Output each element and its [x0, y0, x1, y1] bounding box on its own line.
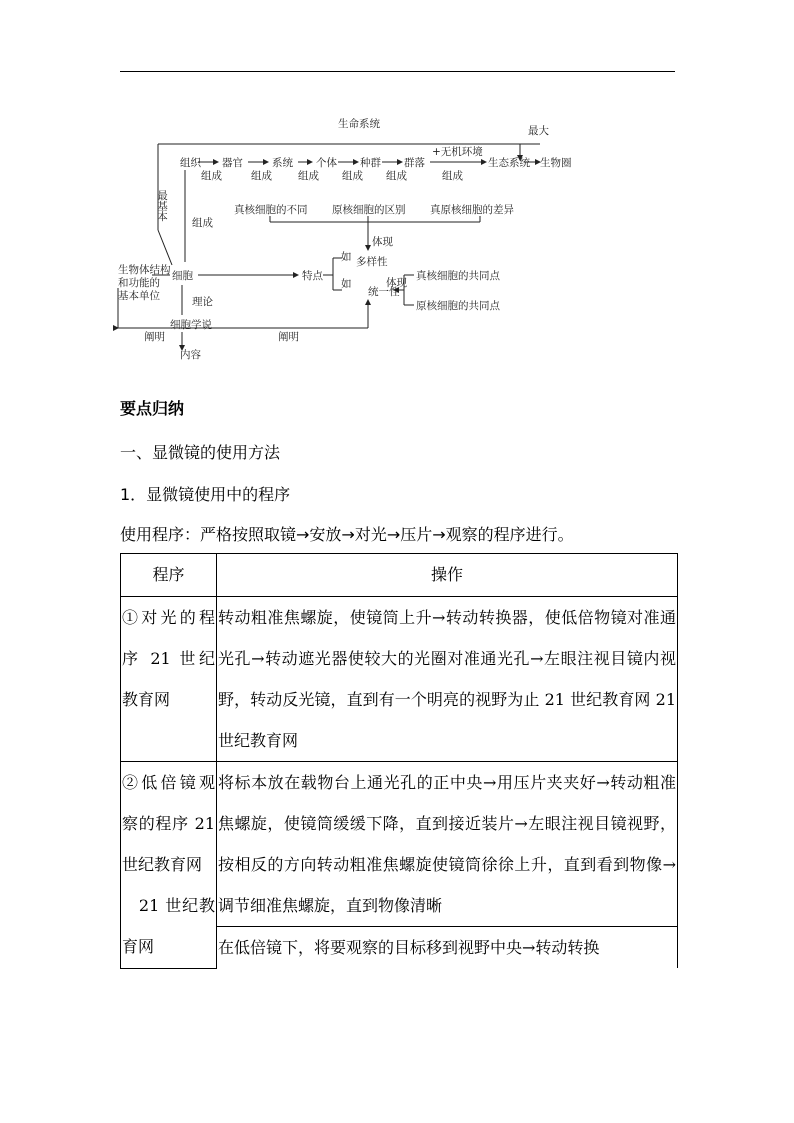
- compose-3: 组成: [298, 170, 319, 182]
- embody-label-2: 体现: [386, 277, 407, 289]
- diagram-top-label: 生命系统: [338, 118, 380, 130]
- table-header-row: [121, 554, 678, 597]
- common-1: 真核细胞的共同点: [416, 270, 500, 282]
- section-title: 要点归纳: [120, 399, 185, 418]
- explain-left: 阐明: [144, 331, 165, 343]
- chain-4: 种群: [360, 157, 381, 169]
- such-as-1: 如: [341, 251, 352, 263]
- procedure-table: [120, 553, 677, 969]
- compose-2: 组成: [251, 170, 272, 182]
- diversity-label: 多样性: [356, 256, 388, 268]
- compose-4: 组成: [342, 170, 363, 182]
- such-as-2: 如: [341, 278, 352, 290]
- chain-5: 群落: [404, 157, 425, 169]
- unit-label-2: 基本单位: [118, 290, 160, 302]
- operation-cell: 将标本放在载物台上通光孔的正中央→用压片夹夹好→转动粗准焦螺旋，使镜筒缓缓下降，直到接近装片→左眼注视目镜视野，按相反的方向转动粗准焦螺旋使镜筒徐徐上升，直到看到物像→调节细准焦螺旋，直到物像清晰: [217, 762, 678, 927]
- compose-6: 组成: [442, 170, 463, 182]
- step-cell: ①对光的程序 21 世纪教育网: [121, 597, 217, 762]
- compose-1: 组成: [201, 170, 222, 182]
- cell-label: 细胞: [172, 270, 193, 282]
- diff-label-1: 原核细胞的区别: [332, 204, 406, 216]
- compose-5: 组成: [386, 170, 407, 182]
- basic-label: 最基本: [156, 190, 168, 222]
- operation-cell: 转动粗准焦螺旋，使镜筒上升→转动转换器，使低倍物镜对准通光孔→转动遮光器使较大的光圈对准通光孔→左眼注视目镜内视野，转动反光镜，直到有一个明亮的视野为止 21 世纪教育网 21 世纪教育网: [217, 597, 678, 762]
- header-step: 程序: [121, 554, 217, 597]
- diagram-largest: 最大: [528, 125, 549, 137]
- chain-0: 组织: [180, 157, 201, 169]
- concept-diagram: [110, 110, 572, 365]
- explain-right: 阐明: [278, 331, 299, 343]
- diff-label-0: 真核细胞的不同: [234, 204, 308, 216]
- chain-3: 个体: [316, 157, 337, 169]
- unit-label-1: 和功能的: [118, 277, 160, 289]
- heading-1: 一、显微镜的使用方法: [120, 443, 281, 462]
- header-operation: 操作: [217, 554, 678, 597]
- intro-text: 使用程序：严格按照取镜→安放→对光→压片→观察的程序进行。: [120, 525, 574, 544]
- chain-6: 生态系统: [488, 157, 530, 169]
- step-text: ②低倍镜观察的程序 21 世纪教育网: [122, 773, 215, 874]
- abiotic-label: +无机环境: [432, 146, 483, 158]
- heading-2: 1．显微镜使用中的程序: [120, 485, 291, 504]
- table-row: [121, 597, 678, 762]
- cell-theory-label: 细胞学说: [170, 319, 212, 331]
- diagram-svg: [110, 110, 572, 365]
- unity-label: 统一性: [368, 286, 400, 298]
- chain-1: 器官: [222, 157, 243, 169]
- table-row: [121, 762, 678, 927]
- unit-label-0: 生物体结构: [118, 264, 171, 276]
- common-2: 原核细胞的共同点: [416, 300, 500, 312]
- step-cell: [121, 762, 217, 969]
- step-extra-text: 21 世纪教育网: [122, 896, 215, 956]
- theory-label: 理论: [192, 296, 213, 308]
- embody-label-1: 体现: [372, 236, 393, 248]
- chain-7: 生物圈: [540, 157, 572, 169]
- operation-cell: 在低倍镜下，将要观察的目标移到视野中央→转动转换: [217, 927, 678, 969]
- header-rule: [120, 71, 675, 72]
- diff-label-2: 真原核细胞的差异: [430, 204, 514, 216]
- compose-vertical: 组成: [192, 217, 213, 229]
- feature-label: 特点: [302, 270, 323, 282]
- chain-2: 系统: [272, 157, 293, 169]
- content-label: 内容: [180, 349, 201, 361]
